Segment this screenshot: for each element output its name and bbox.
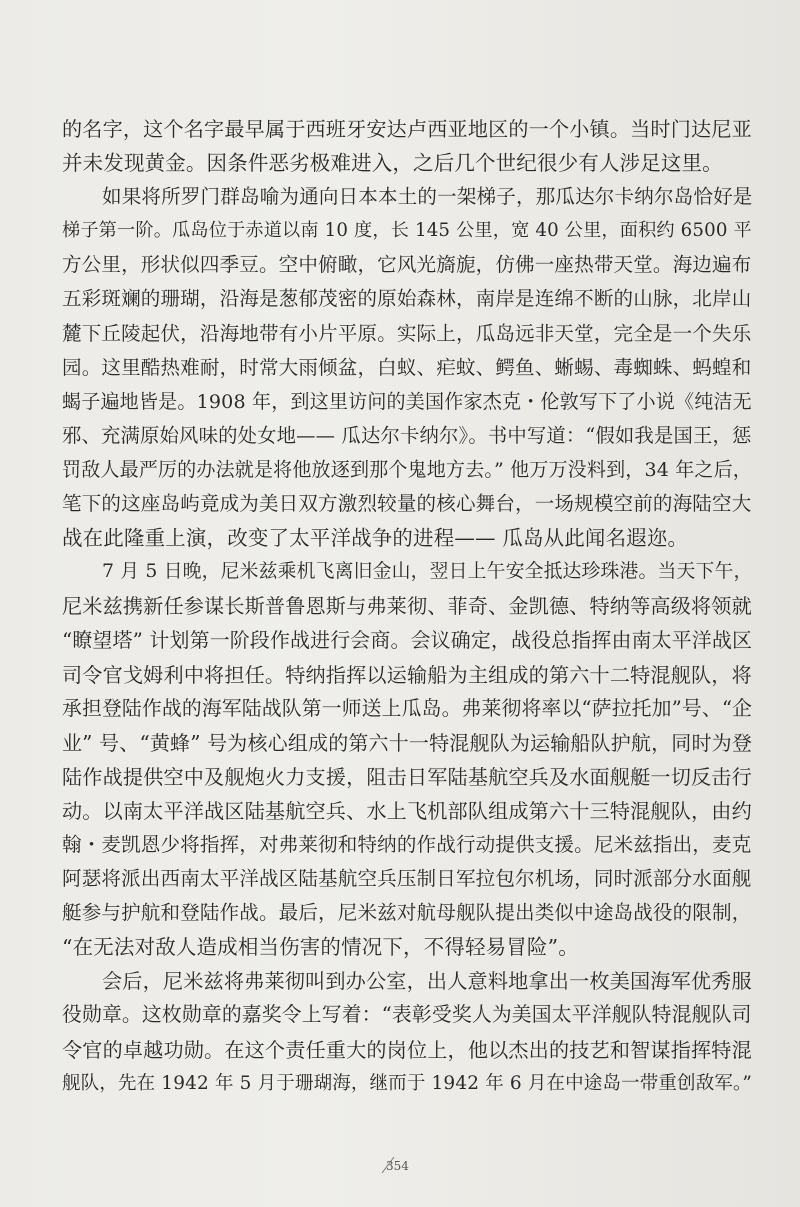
text-line: 并未发现黄金。因条件恶劣极难进入，之后几个世纪很少有人涉足这里。 [62, 151, 723, 176]
text-line: 蝎子遍地皆是。1908 年，到这里访问的美国作家杰克・伦敦写下了小说《纯洁无 [62, 389, 752, 413]
text-line: 如果将所罗门群岛喻为通向日本本土的一架梯子，那瓜达尔卡纳尔岛恰好是 [102, 185, 753, 209]
text-line: 麓下丘陵起伏，沿海地带有小片平原。实际上，瓜岛远非天堂，完全是一个失乐 [62, 321, 752, 345]
text-line: 阿瑟将派出西南太平洋战区陆基航空兵压制日军拉包尔机场，同时派部分水面舰 [62, 867, 752, 891]
text-line: 战在此隆重上演，改变了太平洋战争的进程—— 瓜岛从此闻名遐迩。 [62, 526, 689, 551]
text-line: 舰队，先在 1942 年 5 月于珊瑚海，继而于 1942 年 6 月在中途岛一带重创敌军。” [62, 1072, 753, 1094]
text-line: 陆作战提供空中及舰炮火力支援，阻击日军陆基航空兵及水面舰艇一切反击行 [62, 764, 752, 789]
text-line: 令官的卓越功勋。在这个责任重大的岗位上，他以杰出的技艺和智谋指挥特混 [62, 1037, 752, 1062]
page-number: 354 [386, 1159, 409, 1173]
text-line: 司令官戈姆利中将担任。特纳指挥以运输船为主组成的第六十二特混舰队，将 [62, 662, 752, 687]
text-line: 动。以南太平洋战区陆基航空兵、水上飞机部队组成第六十三特混舰队，由约 [62, 798, 752, 823]
text-line: “在无法对敌人造成相当伤害的情况下，不得轻易冒险”。 [62, 935, 579, 960]
text-line: “瞭望塔” 计划第一阶段作战进行会商。会议确定，战役总指挥由南太平洋战区 [62, 628, 753, 653]
text-line: 梯子第一阶。瓜岛位于赤道以南 10 度，长 145 公里，宽 40 公里，面积约 6500 平 [62, 220, 752, 242]
text-line: 业” 号、“黄蜂” 号为核心组成的第六十一特混舰队为运输船队护航，同时为登 [62, 730, 753, 755]
text-line: 的名字，这个名字最早属于西班牙安达卢西亚地区的一个小镇。当时门达尼亚 [62, 117, 752, 141]
text-line: 五彩斑斓的珊瑚，沿海是葱郁茂密的原始森林，南岸是连绵不断的山脉，北岸山 [62, 287, 752, 311]
text-line: 尼米兹携新任参谋长斯普鲁恩斯与弗莱彻、菲奇、金凯德、特纳等高级将领就 [62, 594, 752, 619]
text-line: 方公里，形状似四季豆。空中俯瞰，它风光旖旎，仿佛一座热带天堂。海边遍布 [62, 253, 752, 277]
text-line: 邪、充满原始风味的处女地—— 瓜达尔卡纳尔》。书中写道：“假如我是国王，惩 [62, 423, 752, 447]
text-line: 艇参与护航和登陆作战。最后，尼米兹对航母舰队提出类似中途岛战役的限制， [62, 901, 752, 925]
text-line: 承担登陆作战的海军陆战队第一师送上瓜岛。弗莱彻将率以“萨拉托加”号、“企 [62, 696, 753, 720]
text-line: 7 月 5 日晚，尼米兹乘机飞离旧金山，翌日上午安全抵达珍珠港。当天下午， [102, 561, 753, 583]
text-line: 役勋章。这枚勋章的嘉奖令上写着：“表彰受奖人为美国太平洋舰队特混舰队司 [62, 1003, 752, 1027]
text-line: 翰・麦凯恩少将指挥，对弗莱彻和特纳的作战行动提供支援。尼米兹指出，麦克 [62, 832, 752, 856]
text-line: 笔下的这座岛屿竟成为美日双方激烈较量的核心舞台，一场规模空前的海陆空大 [62, 492, 752, 516]
text-line: 罚敌人最严厉的办法就是将他放逐到那个鬼地方去。” 他万万没料到，34 年之后， [62, 458, 752, 481]
body-text [62, 112, 752, 1101]
text-line: 会后，尼米兹将弗莱彻叫到办公室，出人意料地拿出一枚美国海军优秀服 [102, 969, 752, 994]
text-line: 园。这里酷热难耐，时常大雨倾盆，白蚁、疟蚊、鳄鱼、蜥蜴、毒蜘蛛、蚂蝗和 [62, 355, 752, 379]
